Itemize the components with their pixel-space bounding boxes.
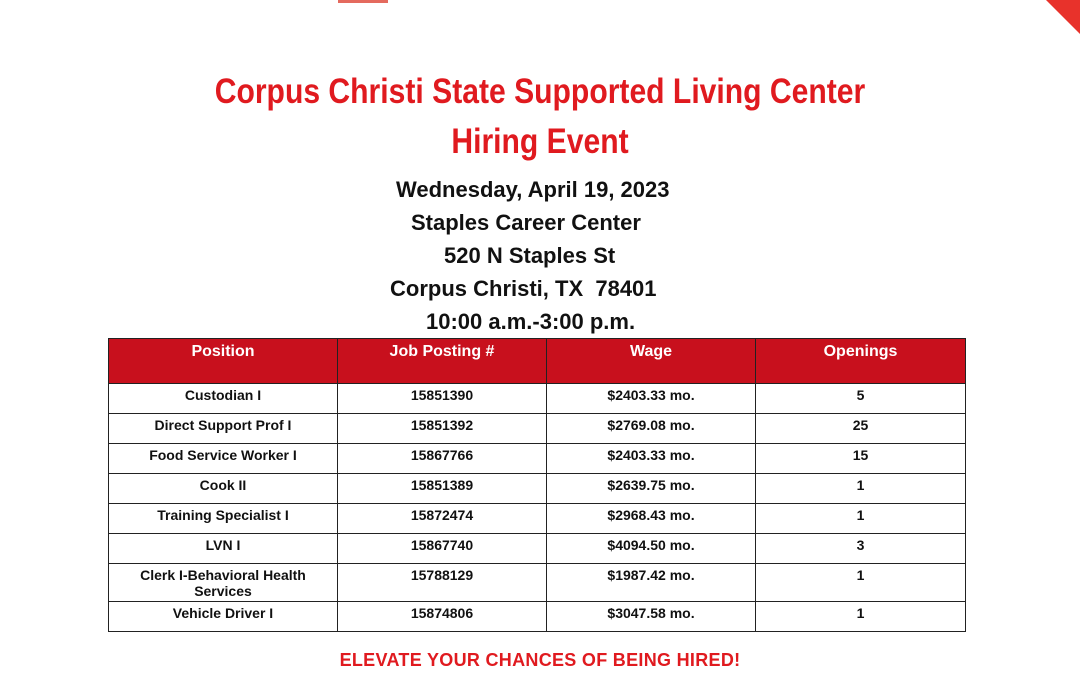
event-date: Wednesday, April 19, 2023 (396, 177, 670, 202)
cell-openings: 3 (756, 534, 966, 564)
column-header-position: Position (109, 339, 338, 384)
cell-wage: $2403.33 mo. (547, 444, 756, 474)
event-venue: Staples Career Center (411, 210, 641, 235)
column-header-openings: Openings (756, 339, 966, 384)
table-row (109, 384, 966, 414)
table-row (109, 414, 966, 444)
event-details (0, 0, 1080, 334)
cell-wage: $4094.50 mo. (547, 534, 756, 564)
page-subtitle: Hiring Event (451, 122, 629, 161)
event-street: 520 N Staples St (444, 243, 616, 268)
cell-job-posting: 15851392 (338, 414, 547, 444)
column-header-wage: Wage (547, 339, 756, 384)
cell-openings: 25 (756, 414, 966, 444)
table-row (109, 444, 966, 474)
page-title: Corpus Christi State Supported Living Center (214, 72, 866, 111)
table-row (109, 564, 966, 602)
cell-wage: $3047.58 mo. (547, 602, 756, 632)
cell-position: Clerk I-Behavioral Health Services (109, 564, 338, 602)
table-row (109, 534, 966, 564)
cell-job-posting: 15851390 (338, 384, 547, 414)
column-header-job-posting: Job Posting # (338, 339, 547, 384)
cell-position: Training Specialist I (109, 504, 338, 534)
cell-openings: 1 (756, 564, 966, 602)
cell-job-posting: 15788129 (338, 564, 547, 602)
event-city: Corpus Christi, TX 78401 (390, 276, 657, 301)
table-row (109, 602, 966, 632)
cell-position: LVN I (109, 534, 338, 564)
cell-openings: 15 (756, 444, 966, 474)
cell-position: Vehicle Driver I (109, 602, 338, 632)
table-row (109, 504, 966, 534)
event-hours: 10:00 a.m.-3:00 p.m. (426, 309, 636, 334)
cell-position: Direct Support Prof I (109, 414, 338, 444)
cell-wage: $2639.75 mo. (547, 474, 756, 504)
cell-job-posting: 15874806 (338, 602, 547, 632)
cell-openings: 1 (756, 602, 966, 632)
cell-openings: 5 (756, 384, 966, 414)
cell-position: Food Service Worker I (109, 444, 338, 474)
table-row (109, 474, 966, 504)
cell-job-posting: 15851389 (338, 474, 547, 504)
call-to-action: ELEVATE YOUR CHANCES OF BEING HIRED! (339, 650, 741, 670)
cell-job-posting: 15867740 (338, 534, 547, 564)
positions-table (108, 338, 966, 632)
cell-job-posting: 15867766 (338, 444, 547, 474)
cell-wage: $2769.08 mo. (547, 414, 756, 444)
table-header-row (109, 339, 966, 384)
cell-openings: 1 (756, 474, 966, 504)
cell-wage: $2968.43 mo. (547, 504, 756, 534)
cell-wage: $1987.42 mo. (547, 564, 756, 602)
cell-wage: $2403.33 mo. (547, 384, 756, 414)
cell-position: Custodian I (109, 384, 338, 414)
cell-position: Cook II (109, 474, 338, 504)
cell-job-posting: 15872474 (338, 504, 547, 534)
cell-openings: 1 (756, 504, 966, 534)
